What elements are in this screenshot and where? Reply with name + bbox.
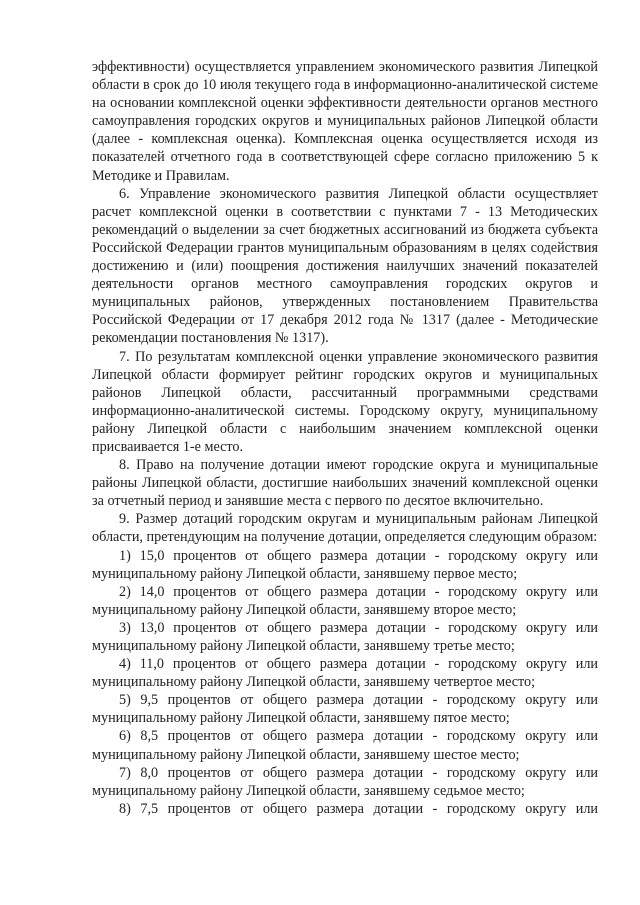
subitem-6: 6) 8,5 процентов от общего размера дотации - городскому округу или муниципальному району Липецкой области, занявшему шестое место;: [92, 728, 598, 763]
subitem-7: 7) 8,0 процентов от общего размера дотации - городскому округу или муниципальному району Липецкой области, занявшему седьмое место;: [92, 764, 598, 799]
subitem-2: 2) 14,0 процентов от общего размера дотации - городскому округу или муниципальному району Липецкой области, занявшему второе место;: [92, 583, 598, 618]
paragraph-item-7: 7. По результатам комплексной оценки управление экономического развития Липецкой области формирует рейтинг городских округов и муниципальных районов Липецкой области, рассчитанный программными средствами информационно-аналитической системы. Городскому округу, муниципальному району Липецкой области с наибольшим значением комплексной оценки присваивается 1-е место.: [92, 348, 598, 455]
subitem-8: 8) 7,5 процентов от общего размера дотации - городскому округу или: [119, 800, 598, 817]
subitem-5: 5) 9,5 процентов от общего размера дотации - городскому округу или муниципальному району Липецкой области, занявшему пятое место;: [92, 692, 598, 727]
paragraph-item-9: 9. Размер дотаций городским округам и муниципальным районам Липецкой области, претендующим на получение дотации, определяется следующим образом:: [92, 511, 598, 546]
paragraph-item-8: 8. Право на получение дотации имеют городские округа и муниципальные районы Липецкой области, достигшие наибольших значений комплексной оценки за отчетный период и занявшие места с первого по десятое включительно.: [92, 457, 598, 510]
paragraph-continuation: эффективности) осуществляется управлением экономического развития Липецкой области в срок до 10 июля текущего года в информационно-аналитической системе на основании комплексной оценки эффективности деятельности органов местного самоуправления городских округов и муниципальных районов Липецкой области (далее - комплексная оценка). Комплексная оценка осуществляется исходя из показателей отчетного года в соответствующей сфере согласно приложению 5 к Методике и Правилам.: [92, 59, 598, 184]
paragraph-item-6: 6. Управление экономического развития Липецкой области осуществляет расчет комплексной оценки в соответствии с пунктами 7 - 13 Методических рекомендаций о выделении за счет бюджетных ассигнований из бюджета субъекта Российской Федерации грантов муниципальным образованиям в целях содействия достижению и (или) поощрения достижения наилучших значений показателей деятельности органов местного самоуправления городских округов и муниципальных районов, утвержденных постановлением Правительства Российской Федерации от 17 декабря 2012 года № 1317 (далее - Методические рекомендации постановления № 1317).: [92, 185, 598, 347]
subitem-1: 1) 15,0 процентов от общего размера дотации - городскому округу или муниципальному району Липецкой области, занявшему первое место;: [92, 547, 598, 582]
subitem-3: 3) 13,0 процентов от общего размера дотации - городскому округу или муниципальному району Липецкой области, занявшему третье место;: [92, 619, 598, 654]
document-page: [92, 58, 598, 818]
subitem-4: 4) 11,0 процентов от общего размера дотации - городскому округу или муниципальному району Липецкой области, занявшему четвертое место;: [92, 656, 598, 691]
